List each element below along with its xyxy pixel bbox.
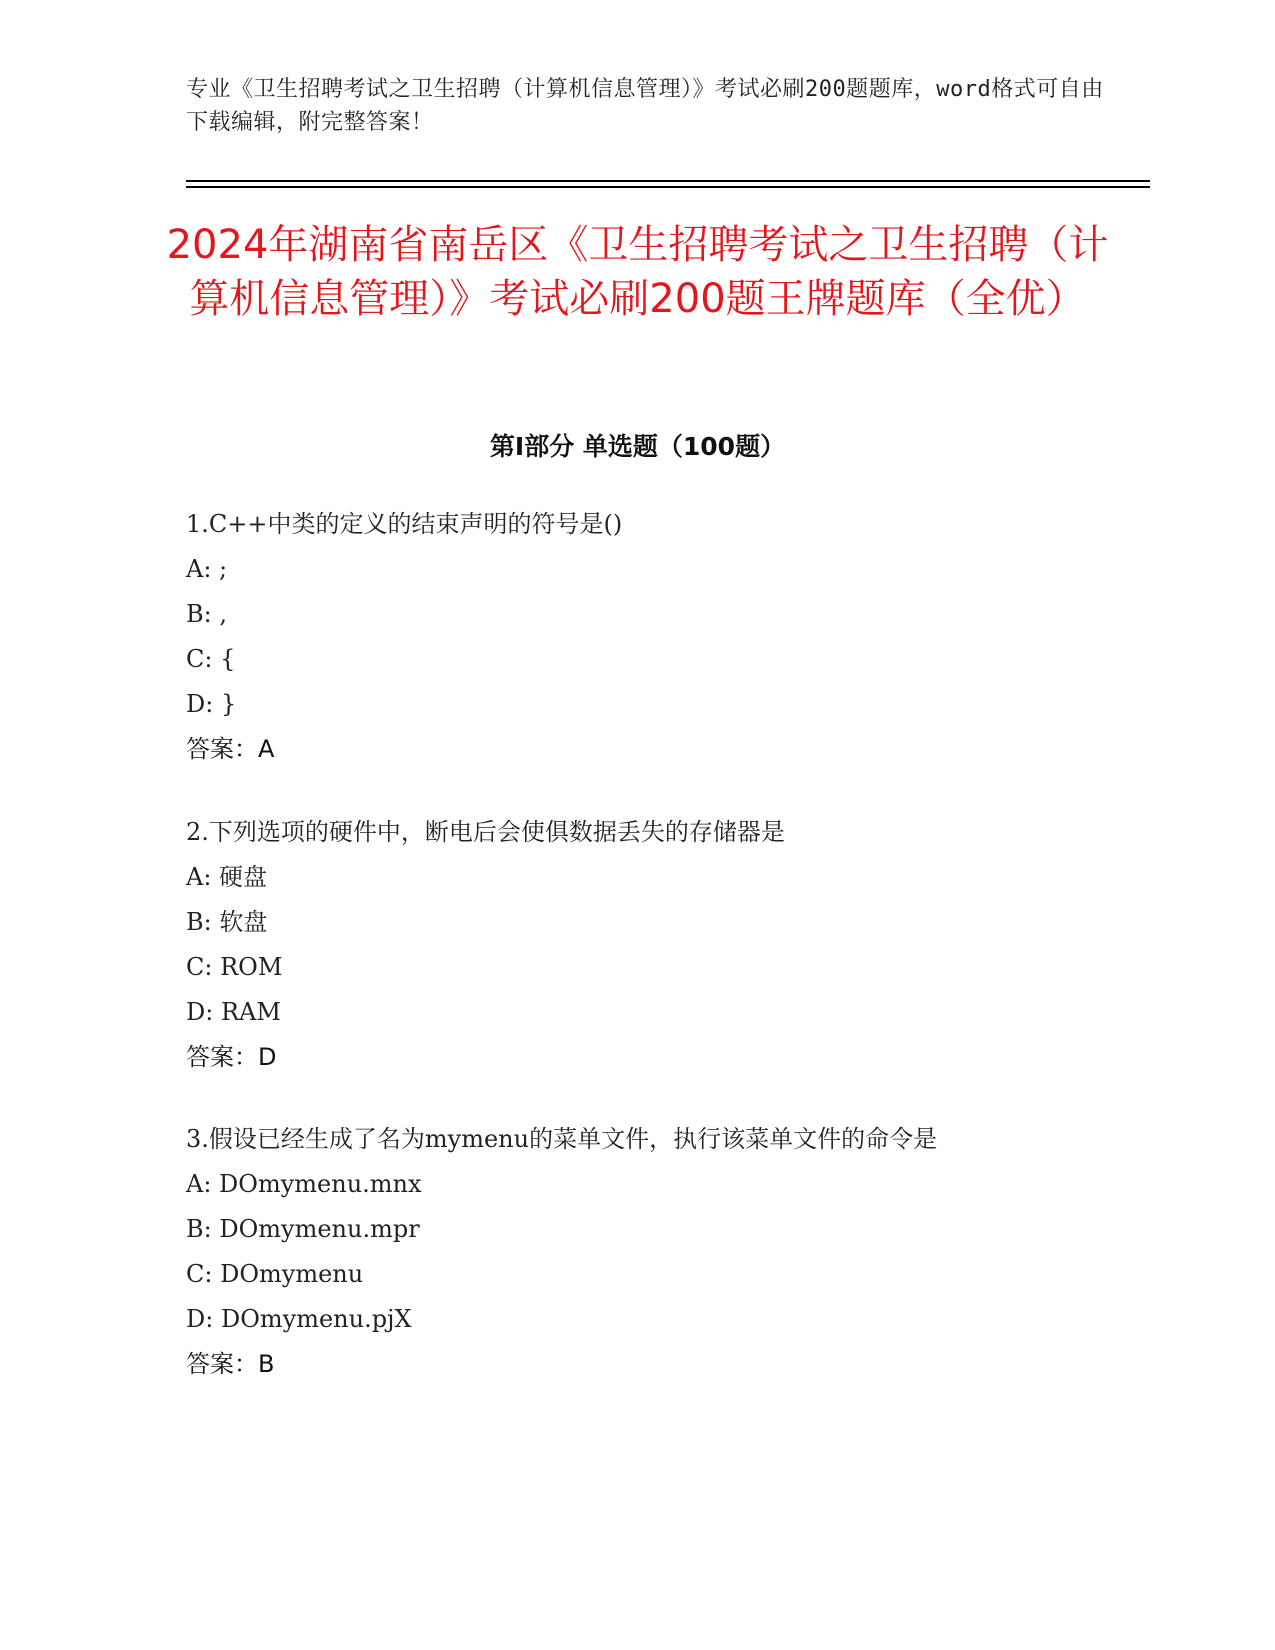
- answer: 答案：B: [186, 1350, 275, 1378]
- option-b: B: DOmymenu.mpr: [186, 1215, 420, 1243]
- option-d: D: }: [186, 690, 237, 718]
- option-c: C: ROM: [186, 953, 283, 981]
- option-a: A: 硬盘: [186, 863, 268, 891]
- option-c: C: {: [186, 645, 236, 673]
- option-d: D: DOmymenu.pjX: [186, 1305, 412, 1333]
- question-1: [186, 502, 1146, 772]
- option-b: B: 软盘: [186, 908, 268, 936]
- answer: 答案：D: [186, 1043, 277, 1071]
- header-rule-bottom: [186, 186, 1150, 188]
- question-stem: 1.C++中类的定义的结束声明的符号是(): [186, 510, 623, 538]
- header-rule-top: [186, 180, 1150, 182]
- question-stem: 2.下列选项的硬件中，断电后会使俱数据丢失的存储器是: [186, 818, 785, 846]
- document-title: 2024年湖南省南岳区《卫生招聘考试之卫生招聘（计算机信息管理）》考试必刷200题王牌题库（全优）: [166, 222, 1109, 322]
- option-c: C: DOmymenu: [186, 1260, 364, 1288]
- section-heading: 第Ⅰ部分 单选题（100题）: [489, 432, 786, 461]
- question-3: [186, 1117, 1146, 1387]
- option-a: A: ;: [186, 555, 228, 583]
- option-d: D: RAM: [186, 998, 281, 1026]
- option-b: B: ,: [186, 600, 227, 628]
- header-note: 专业《卫生招聘考试之卫生招聘（计算机信息管理）》考试必刷200题题库，word格式可自由下载编辑，附完整答案！: [186, 77, 1104, 135]
- answer: 答案：A: [186, 735, 275, 763]
- question-stem: 3.假设已经生成了名为mymenu的菜单文件，执行该菜单文件的命令是: [186, 1125, 938, 1153]
- option-a: A: DOmymenu.mnx: [186, 1170, 422, 1198]
- question-2: [186, 810, 1146, 1080]
